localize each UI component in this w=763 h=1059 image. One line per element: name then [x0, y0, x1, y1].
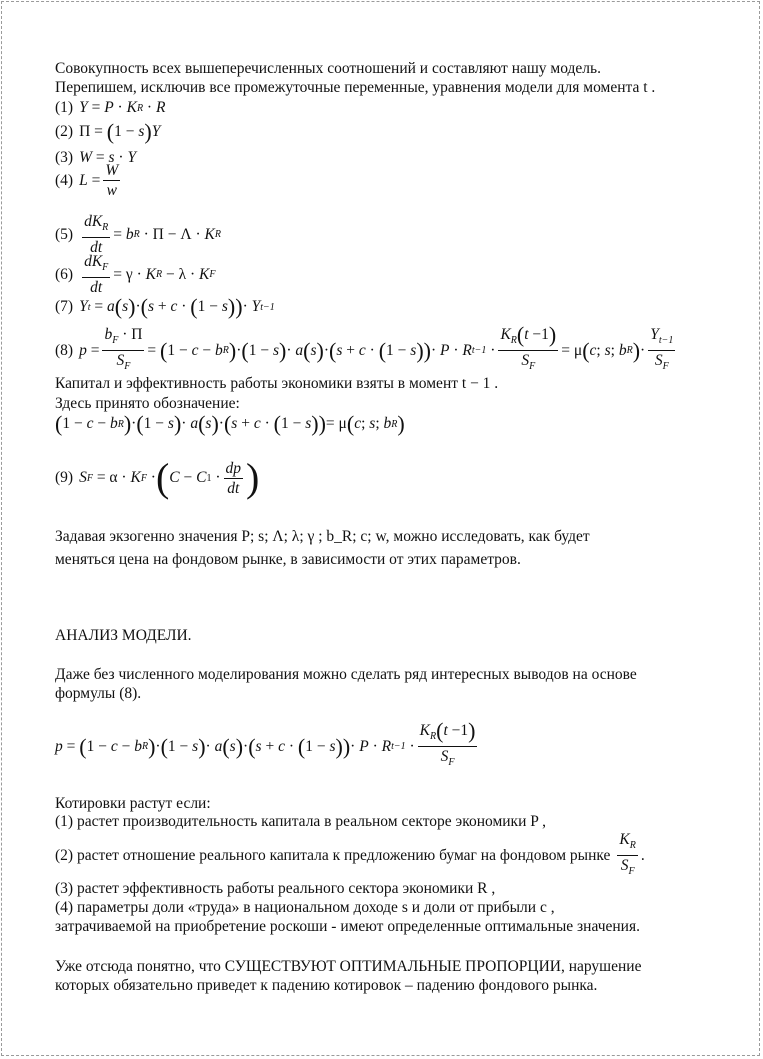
quotes-item-3: (3) растет эффективность работы реального сектора экономики R ,: [55, 880, 496, 897]
equation-9: (9) S F = α · K F · ( C − C 1 · $\frac{dp}{dt}$ ): [55, 455, 260, 500]
quotes-item-1: (1) растет производительность капитала в реальном секторе экономики P ,: [55, 813, 547, 830]
capital-note: Капитал и эффективность работы экономики взяты в момент t − 1 .: [55, 375, 499, 392]
intro-line-2: Перепишем, исключив все промежуточные переменные, уравнения модели для момента t .: [55, 79, 656, 96]
equation-4: (4) L = $\frac{W}{w}$: [55, 162, 119, 199]
equation-1: (1) Y = P · K R · R: [55, 99, 166, 116]
exogenous-line-2: меняться цена на фондовом рынке, в зависимости от этих параметров.: [55, 551, 521, 568]
equation-7: (7) Y t = a ( s ) · ( s + c · ( 1 − s ) ) · Y t−1: [55, 294, 275, 319]
quotes-item-2: (2) растет отношение реального капитала к предложению бумаг на фондовом рынке $\frac{K_R}{S_F}$ .: [55, 831, 645, 877]
equation-8: (8) p = $\frac{b_F \cdot \Pi}{S_F}$ = ( 1 − c − b R ) · ( 1 − s ) · a ( s ) · ( s + c · ( 1 − s ) ) · P · R t−1 · $\frac{K_R(t -1)}{S_F}$ = μ ( c ; s ; b R ) · $\frac{Y_{t-1}}{S_F}$: [55, 322, 674, 372]
formula-8-repeat: p = ( 1 − c − b R ) · ( 1 − s ) · a ( s ) · ( s + c · ( 1 − s ) ) · P · R t−1 · $\frac{K_R(t -1)}{S_F}$: [55, 718, 476, 768]
conclusion-line-1: Уже отсюда понятно, что СУЩЕСТВУЮТ ОПТИМАЛЬНЫЕ ПРОПОРЦИИ, нарушение: [55, 958, 642, 975]
quotes-item-2-text: (2) растет отношение реального капитала к предложению бумаг на фондовом рынке: [55, 846, 611, 864]
analysis-line-1: Даже без численного моделирования можно сделать ряд интересных выводов на основе: [55, 666, 637, 683]
quotes-item-4b: затрачиваемой на приобретение роскоши - имеют определенные оптимальные значения.: [55, 918, 640, 935]
intro-line-1: Совокупность всех вышеперечисленных соотношений и составляют нашу модель.: [55, 60, 601, 77]
analysis-line-2: формулы (8).: [55, 685, 142, 702]
section-title: АНАЛИЗ МОДЕЛИ.: [55, 627, 192, 644]
equation-6: (6) $\frac{dK_F}{dt}$ = γ · K R − λ · K F: [55, 253, 216, 296]
notation-intro: Здесь принято обозначение:: [55, 395, 240, 412]
conclusion-line-2: которых обязательно приведет к падению котировок – падению фондового рынка.: [55, 977, 598, 994]
quotes-item-4a: (4) параметры доли «труда» в национальном доходе s и доли от прибыли c ,: [55, 899, 555, 916]
mu-notation: ( 1 − c − b R ) · ( 1 − s ) · a ( s ) · ( s + c · ( 1 − s ) ) = μ ( c ; s ; b R ): [55, 411, 405, 436]
quotes-intro: Котировки растут если:: [55, 795, 211, 812]
exogenous-line-1: Задавая экзогенно значения P; s; Λ; λ; γ ; b_R; c; w, можно исследовать, как будет: [55, 528, 590, 545]
equation-5: (5) $\frac{dK_R}{dt}$ = b R · Π − Λ · K R: [55, 213, 221, 256]
equation-2: (2) Π = ( 1 − s ) Y: [55, 119, 161, 144]
equation-3: (3) W = s · Y: [55, 149, 137, 166]
